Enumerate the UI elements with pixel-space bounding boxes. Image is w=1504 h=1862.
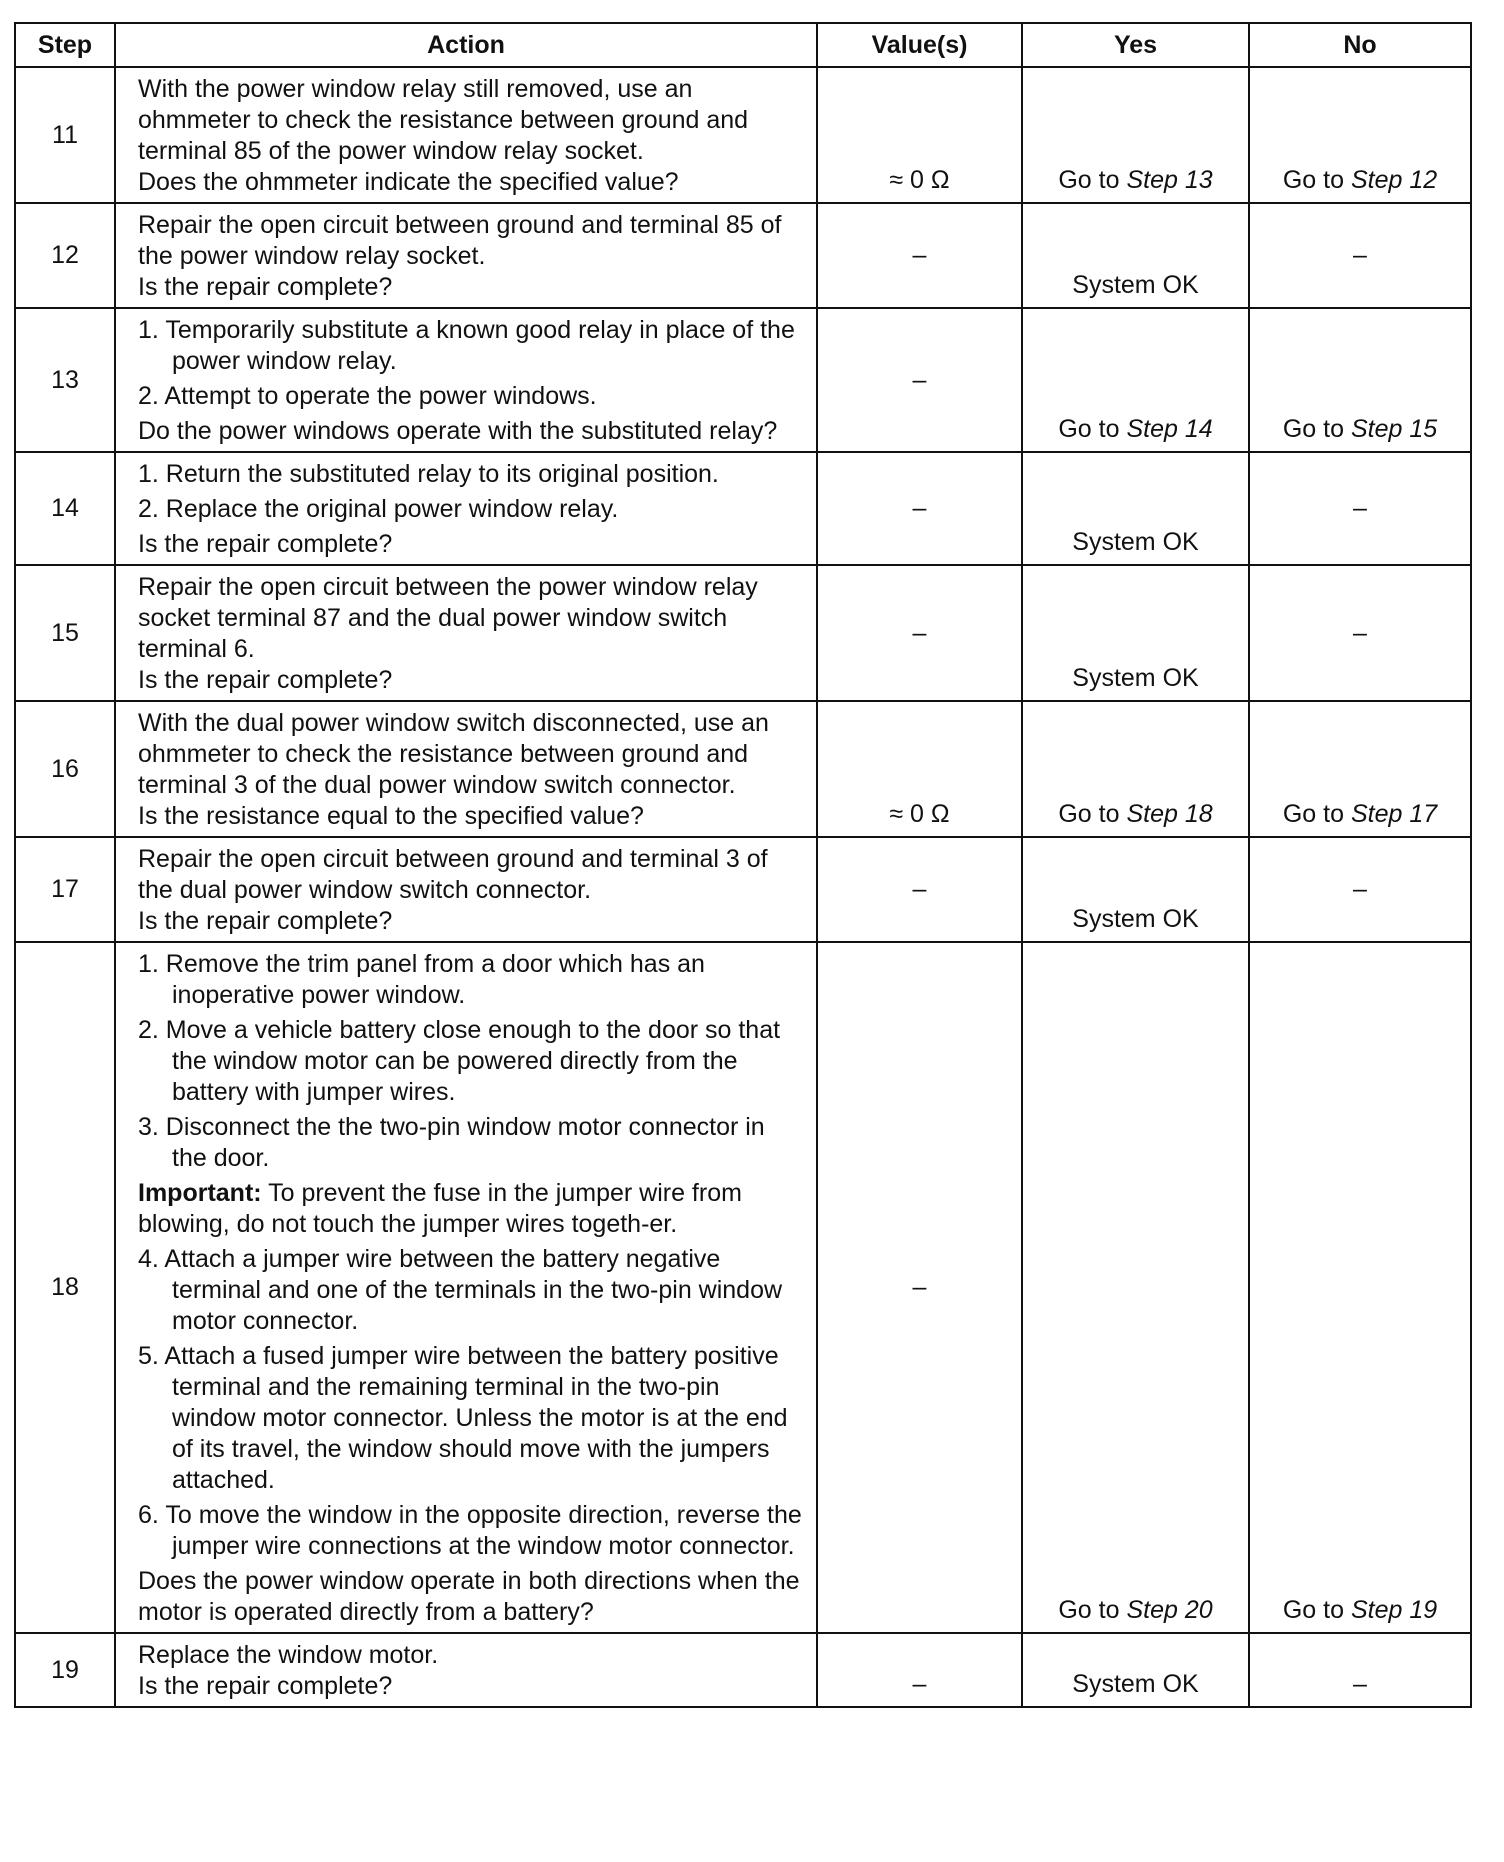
table-row (15, 67, 1471, 203)
action-item: 2. Replace the original power window relay. (138, 495, 619, 523)
no-cell: – (1249, 203, 1471, 308)
important-note (138, 1178, 802, 1240)
yes-cell: Go to Step 20 (1022, 942, 1249, 1633)
table-row (15, 565, 1471, 701)
action-question: Is the repair complete? (138, 273, 393, 301)
important-label: Important: (138, 1179, 262, 1207)
action-question: Do the power windows operate with the substituted relay? (138, 417, 778, 445)
action-text: With the dual power window switch disconnected, use an ohmmeter to check the resistance between ground and terminal 3 of the dual power window switch connector. (138, 709, 769, 799)
value-cell: ≈ 0 Ω (817, 701, 1022, 837)
step-number: 15 (15, 565, 115, 701)
action-item: 4. Attach a jumper wire between the battery negative terminal and one of the terminals in the two-pin window motor connector. (138, 1245, 783, 1335)
value-cell: – (817, 203, 1022, 308)
step-link: Step 15 (1350, 415, 1438, 443)
value-cell: – (817, 837, 1022, 942)
table-row (15, 1633, 1471, 1707)
action-item: 2. Move a vehicle battery close enough to the door so that the window motor can be powered directly from the battery with jumper wires. (138, 1016, 781, 1106)
action-text: Replace the window motor. (138, 1641, 439, 1669)
step-link: Step 13 (1126, 166, 1213, 194)
action-text: Repair the open circuit between ground and terminal 85 of the power window relay socket. (138, 211, 782, 270)
header-no: No (1249, 23, 1471, 67)
action-item: 5. Attach a fused jumper wire between the battery positive terminal and the remaining terminal in the two-pin window motor connector. Unless the motor is at the end of its travel, the window should move with the jumpers attached. (138, 1342, 788, 1494)
action-question: Is the repair complete? (138, 907, 393, 935)
action-item: 2. Attempt to operate the power windows. (138, 382, 597, 410)
step-number: 14 (15, 452, 115, 565)
step-link: Step 18 (1126, 800, 1213, 828)
action-item: 1. Temporarily substitute a known good relay in place of the power window relay. (138, 316, 795, 375)
yes-cell: System OK (1022, 837, 1249, 942)
no-cell: Go to Step 12 (1249, 67, 1471, 203)
table-row (15, 203, 1471, 308)
header-action: Action (115, 23, 817, 67)
no-cell: – (1249, 452, 1471, 565)
step-link: Step 14 (1126, 415, 1213, 443)
action-question: Is the resistance equal to the specified value? (138, 802, 644, 830)
step-number: 13 (15, 308, 115, 452)
no-cell: – (1249, 837, 1471, 942)
table-row (15, 837, 1471, 942)
step-link: Step 20 (1126, 1596, 1213, 1624)
no-cell: – (1249, 1633, 1471, 1707)
action-cell (115, 67, 817, 203)
no-cell: Go to Step 17 (1249, 701, 1471, 837)
value-cell: – (817, 308, 1022, 452)
action-item: 6. To move the window in the opposite direction, reverse the jumper wire connections at the window motor connector. (138, 1501, 802, 1560)
header-values: Value(s) (817, 23, 1022, 67)
header-row (15, 23, 1471, 67)
action-cell (115, 837, 817, 942)
action-text: Repair the open circuit between ground and terminal 3 of the dual power window switch connector. (138, 845, 768, 904)
action-item: 1. Return the substituted relay to its original position. (138, 460, 719, 488)
action-question: Does the ohmmeter indicate the specified value? (138, 168, 679, 196)
action-cell (115, 308, 817, 452)
header-yes: Yes (1022, 23, 1249, 67)
table-row (15, 701, 1471, 837)
action-cell (115, 565, 817, 701)
step-link: Step 12 (1350, 166, 1438, 194)
step-number: 19 (15, 1633, 115, 1707)
yes-cell: System OK (1022, 203, 1249, 308)
yes-cell: Go to Step 13 (1022, 67, 1249, 203)
yes-cell: System OK (1022, 1633, 1249, 1707)
table-row (15, 308, 1471, 452)
action-question: Does the power window operate in both directions when the motor is operated directly from a battery? (138, 1567, 800, 1626)
step-link: Step 17 (1350, 800, 1438, 828)
table-row (15, 452, 1471, 565)
value-cell: – (817, 942, 1022, 1633)
step-number: 17 (15, 837, 115, 942)
yes-cell: System OK (1022, 452, 1249, 565)
step-link: Step 19 (1350, 1596, 1438, 1624)
value-cell: – (817, 452, 1022, 565)
table-row (15, 942, 1471, 1633)
action-question: Is the repair complete? (138, 1672, 393, 1700)
no-cell: Go to Step 15 (1249, 308, 1471, 452)
diagnostic-table (14, 22, 1472, 1708)
action-text: With the power window relay still removed, use an ohmmeter to check the resistance between ground and terminal 85 of the power window relay socket. (138, 75, 749, 165)
action-cell (115, 701, 817, 837)
important-text: To prevent the fuse in the jumper wire from blowing, do not touch the jumper wires togeth-er. (138, 1179, 742, 1238)
action-item: 3. Disconnect the the two-pin window motor connector in the door. (138, 1113, 765, 1172)
action-item: 1. Remove the trim panel from a door which has an inoperative power window. (138, 950, 705, 1009)
action-cell (115, 452, 817, 565)
step-number: 16 (15, 701, 115, 837)
action-cell (115, 1633, 817, 1707)
action-question: Is the repair complete? (138, 530, 393, 558)
value-cell: ≈ 0 Ω (817, 67, 1022, 203)
action-text: Repair the open circuit between the power window relay socket terminal 87 and the dual power window switch terminal 6. (138, 573, 758, 663)
value-cell: – (817, 565, 1022, 701)
no-cell: Go to Step 19 (1249, 942, 1471, 1633)
step-number: 18 (15, 942, 115, 1633)
header-step: Step (15, 23, 115, 67)
step-number: 12 (15, 203, 115, 308)
action-cell (115, 942, 817, 1633)
value-cell: – (817, 1633, 1022, 1707)
yes-cell: Go to Step 18 (1022, 701, 1249, 837)
yes-cell: Go to Step 14 (1022, 308, 1249, 452)
yes-cell: System OK (1022, 565, 1249, 701)
no-cell: – (1249, 565, 1471, 701)
action-question: Is the repair complete? (138, 666, 393, 694)
step-number: 11 (15, 67, 115, 203)
action-cell (115, 203, 817, 308)
